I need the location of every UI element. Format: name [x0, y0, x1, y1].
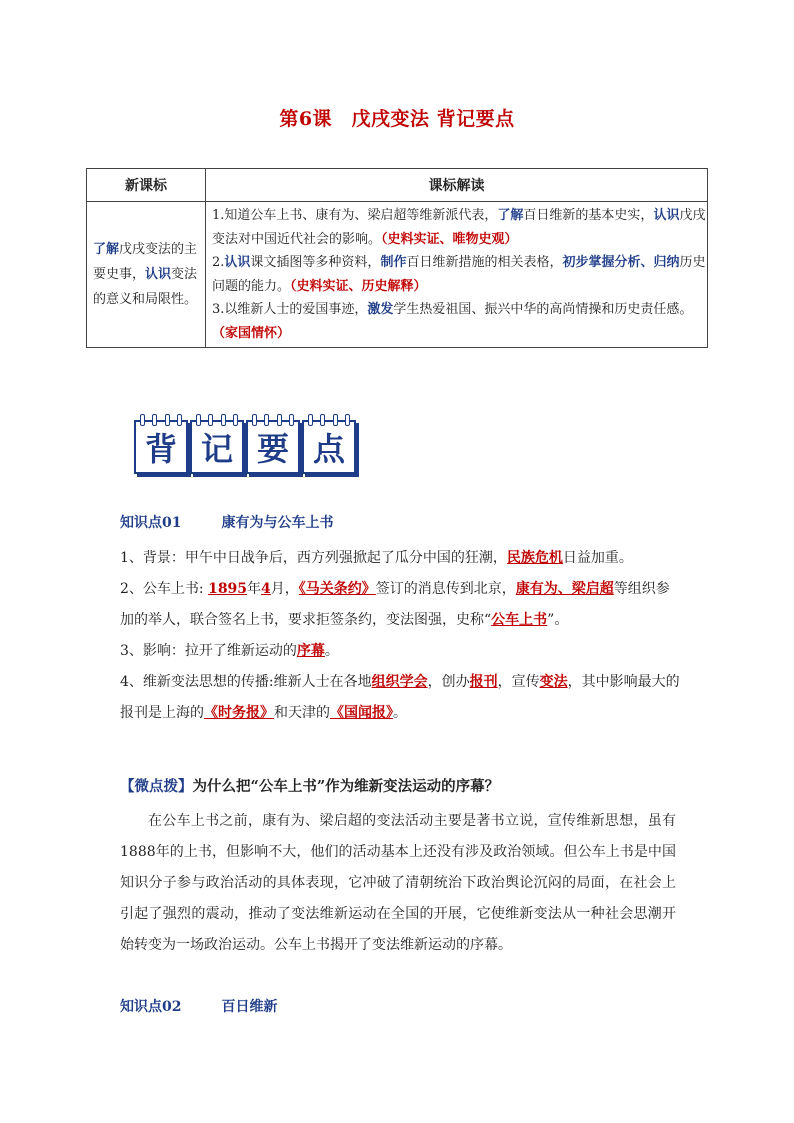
- header-new-standard: 新课标: [87, 169, 206, 202]
- kp1-spread: 4、维新变法思想的传播:维新人士在各地组织学会，创办报刊，宣传变法，其中影响最大的报刊是上海的《时务报》和天津的《国闻报》。: [120, 674, 680, 721]
- standard-cell: 了解戊戌变法的主要史事，认识变法的意义和局限性。: [87, 202, 206, 348]
- knowledge-point-01-body: [120, 543, 680, 729]
- knowledge-point-02-heading: 知识点02 百日维新: [120, 999, 278, 1015]
- knowledge-point-01-heading: 知识点01 康有为与公车上书: [120, 515, 334, 531]
- kp1-impact: 3、影响：拉开了维新运动的序幕。: [120, 643, 339, 659]
- interpretation-item-3: 3.以维新人士的爱国事迹，激发学生热爱祖国、振兴中华的高尚情操和历史责任感。（家国情怀）: [212, 302, 693, 341]
- memorize-banner: [134, 414, 356, 470]
- curriculum-table: [86, 168, 708, 348]
- interpretation-cell: [206, 202, 708, 348]
- page-title: 第6课 戊戌变法 背记要点: [279, 108, 515, 130]
- interpretation-item-2: 2.认识课文插图等多种资料，制作百日维新措施的相关表格，初步掌握分析、归纳历史问题的能力。（史料实证、历史解释）: [212, 255, 706, 294]
- kp1-petition: 2、公车上书: 1895年4月，《马关条约》签订的消息传到北京，康有为、梁启超等组织参加的举人，联合签名上书，要求拒签条约，变法图强，史称“公车上书”。: [120, 581, 670, 628]
- table-header-row: [87, 169, 708, 202]
- header-interpretation: 课标解读: [206, 169, 708, 202]
- kp1-background: 1、背景：甲午中日战争后，西方列强掀起了瓜分中国的狂潮，民族危机日益加重。: [120, 550, 633, 566]
- tip-body: 在公车上书之前，康有为、梁启超的变法活动主要是著书立说，宣传维新思想，虽有1888年的上书，但影响不大，他们的活动基本上还没有涉及政治领域。但公车上书是中国知识分子参与政治活动的具体表现，它冲破了清朝统治下政治舆论沉闷的局面，在社会上引起了强烈的震动，推动了变法维新运动在全国的开展，它使维新变法从一种社会思潮开始转变为一场政治运动。公车上书揭开了变法维新运动的序幕。: [120, 813, 676, 953]
- interpretation-item-1: 1.知道公车上书、康有为、梁启超等维新派代表，了解百日维新的基本史实，认识戊戌变法对中国近代社会的影响。（史料实证、唯物史观）: [212, 208, 706, 247]
- banner-char-1: 背: [134, 420, 188, 474]
- banner-char-3: 要: [246, 420, 300, 474]
- table-row: [87, 202, 708, 348]
- tip-heading: 【微点拨】为什么把“公车上书”作为维新变法运动的序幕？: [120, 778, 500, 795]
- banner-char-2: 记: [190, 420, 244, 474]
- banner-char-4: 点: [302, 420, 356, 474]
